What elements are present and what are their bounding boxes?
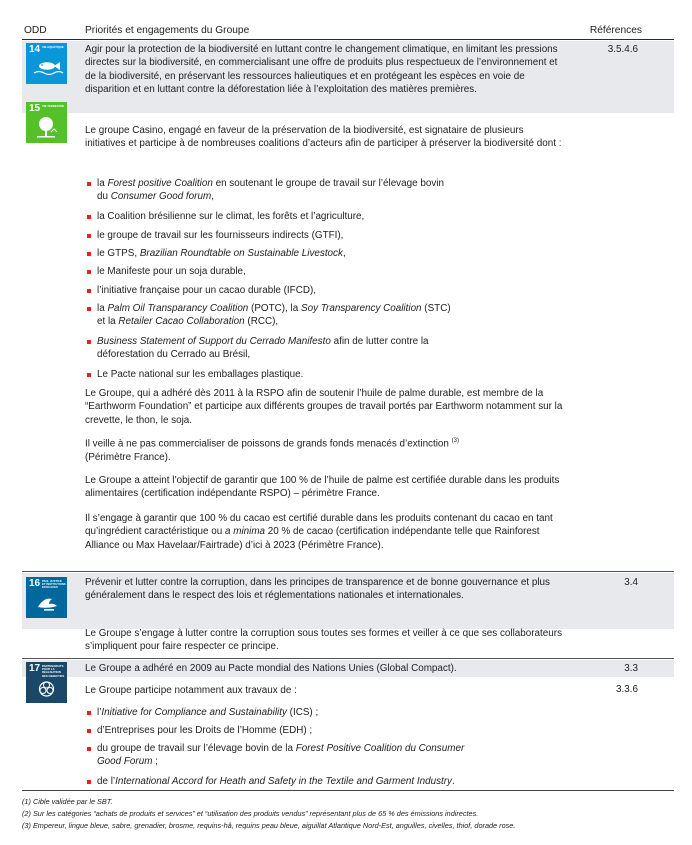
sdg-16-tile (26, 577, 67, 618)
paragraph: Le groupe Casino, engagé en faveur de la préservation de la biodiversité, est signataire de plusieurs initiatives et participe à de nombreuses coalitions d’acteurs afin de participer à préserver la biodiversité dont : (85, 125, 562, 150)
paragraph: Le Groupe a atteint l’objectif de garantir que 100 % de l’huile de palme est certifiée durable dans les produits alimentaires (certification indépendante RSPO) – périmètre France. (85, 475, 560, 500)
list-item: la Forest positive Coalition en soutenant le groupe de travail sur l’élevage bovin du Consumer Good forum, (85, 177, 555, 204)
tree-icon (26, 102, 67, 143)
sdg-number: 14 (29, 44, 41, 55)
sdg-number: 17 (29, 663, 41, 674)
sdg-15-tile (26, 102, 67, 143)
list-item: la Coalition brésilienne sur le climat, les forêts et l’agriculture, (85, 210, 555, 223)
list-item: de l’International Accord for Heath and Safety in the Textile and Garment Industry. (85, 775, 555, 788)
section-divider (22, 571, 674, 572)
sdg-14-tile (26, 43, 67, 84)
list-item: le GTPS, Brazilian Roundtable on Sustainable Livestock, (85, 247, 555, 260)
reference-2: 3.4 (624, 577, 638, 588)
objective-text: Agir pour la protection de la biodiversité en luttant contre le changement climatique, en limitant les pressions directes sur la biodiversité, en commercialisant une offre de produits plus respectueux de l’environnement et de la biodiversité, en préservant les ressources halieutiques et en protégeant les espèces en voie de disparition et en luttant contre la déforestation liée à l’exploitation des matières premières. (85, 44, 558, 95)
list-item: l’initiative française pour un cacao durable (IFCD), (85, 284, 555, 297)
flower-rings-icon (26, 662, 67, 703)
paragraph: Le Groupe s’engage à lutter contre la corruption sous toutes ses formes et veiller à ce que ses collaborateurs s’impliquent pour faire respecter ce principe. (85, 628, 563, 653)
list-item: Le Pacte national sur les emballages plastique. (85, 368, 555, 381)
footnote-divider (22, 790, 674, 791)
footnote-3: (3) Empereur, lingue bleue, sabre, grenadier, brosme, requins-hâ, requins peau bleue, aiguillat Atlantique Nord-Est, anguilles, civelles, thiof, dorade rose. (22, 821, 516, 830)
header-odd: ODD (24, 25, 47, 36)
footnote-2: (2) Sur les catégories “achats de produits et services” et “utilisation des produits vendus” représentant plus de 65 % des émissions indirectes. (22, 809, 479, 818)
sdg-label: PAIX, JUSTICE ET INSTITUTIONS EFFICACES (42, 579, 66, 590)
header-references: Références (589, 25, 642, 36)
section-divider (22, 658, 674, 659)
list-item: du groupe de travail sur l’élevage bovin de la Forest Positive Coalition du Consumer Good Forum ; (85, 742, 555, 769)
sdg-number: 16 (29, 578, 41, 589)
footnote-1: (1) Cible validée par le SBT. (22, 797, 113, 806)
sdg-label: VIE TERRESTRE (42, 104, 65, 108)
paragraph: Il veille à ne pas commercialiser de poissons de grands fonds menacés d’extinction $^{(3)}$ (Périmètre France). (85, 438, 460, 463)
list-item: la Palm Oil Transparancy Coalition (POTC), la Soy Transparency Coalition (STC) et la Retailer Cacao Collaboration (RCC), (85, 302, 555, 329)
objective-text: Prévenir et lutter contre la corruption, dans les principes de transparence et de bonne gouvernance et plus généralement dans le respect des lois et réglementations nationales et internationales. (85, 577, 550, 602)
paragraph: Il s’engage à garantir que 100 % du cacao est certifié durable dans les produits contenant du cacao en tant qu’ingrédient caractéristique ou a minima 20 % de cacao (certification indépendante telle que Rainforest Alliance ou Max Havelaar/Fairtrade) d’ici à 2023 (Périmètre France). (85, 513, 553, 551)
table-header (22, 22, 674, 40)
reference-1: 3.5.4.6 (607, 44, 638, 55)
list-item: Business Statement of Support du Cerrado Manifesto afin de lutter contre la déforestation du Cerrado au Brésil, (85, 335, 555, 362)
list-item: le Manifeste pour un soja durable, (85, 265, 555, 278)
sdg-label: PARTENARIATS POUR LA RÉALISATION DES OBJECTIFS (42, 664, 65, 678)
reference-3: 3.3 (624, 663, 638, 674)
list-item: d’Entreprises pour les Droits de l’Homme (EDH) ; (85, 724, 555, 737)
sdg-17-tile (26, 662, 67, 703)
list-item: l’Initiative for Compliance and Sustainability (ICS) ; (85, 706, 555, 719)
fish-icon (26, 43, 67, 84)
reference-4: 3.3.6 (616, 684, 638, 695)
paragraph: Le Groupe participe notamment aux travaux de : (85, 685, 297, 696)
list-item: le groupe de travail sur les fournisseurs indirects (GTFI), (85, 229, 555, 242)
objective-text: Le Groupe a adhéré en 2009 au Pacte mondial des Nations Unies (Global Compact). (85, 663, 457, 674)
paragraph: Le Groupe, qui a adhéré dès 2011 à la RSPO afin de soutenir l’huile de palme durable, est membre de la “Earthworm Foundation” et participe aux différents groupes de travail portés par Earthworm notamment sur la crevette, le thon, le soja. (85, 388, 563, 426)
header-priorities: Priorités et engagements du Groupe (85, 25, 250, 36)
sdg-label: VIE AQUATIQUE (42, 45, 64, 49)
sdg-number: 15 (29, 103, 41, 114)
dove-gavel-icon (26, 577, 67, 618)
